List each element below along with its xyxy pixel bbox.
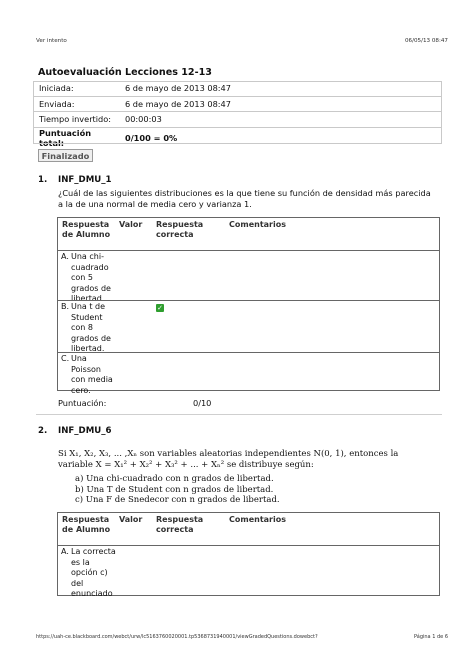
- question-name: INF_DMU_6: [58, 426, 112, 436]
- summary-value: 0/100 = 0%: [125, 132, 178, 143]
- summary-label: Tiempo invertido:: [33, 112, 119, 128]
- answer-text: Una t de Student con 8 grados de libertad.: [71, 302, 111, 353]
- option-a: a) Una chi-cuadrado con n grados de libertad.: [75, 474, 274, 484]
- question-2-text-line-1: Si X₁, X₂, X₃, ... ,Xₙ son variables aleatorias independientes N(0, 1), entonces la: [58, 449, 399, 459]
- page-header-left: Ver intento: [36, 38, 67, 44]
- question-name: INF_DMU_1: [58, 175, 112, 185]
- finalizado-button[interactable]: Finalizado: [38, 149, 93, 162]
- attempt-summary: [33, 81, 442, 148]
- answer-row: [58, 352, 439, 395]
- score-value: 0/10: [193, 398, 212, 408]
- answer-row: [58, 250, 439, 301]
- option-c: c) Una F de Snedecor con n grados de libertad.: [75, 495, 280, 506]
- score-label: Puntuación:: [58, 398, 107, 408]
- summary-label: Enviada:: [33, 96, 119, 112]
- summary-value: 00:00:03: [119, 112, 442, 128]
- option-b: b) Una T de Student con n grados de libertad.: [75, 484, 274, 495]
- answer-letter: A.: [61, 252, 69, 261]
- page-footer-url: https://uah-ce.blackboard.com/webct/urw/lc5163760020001.tp5368731940001/viewGradedQuestions.dowebct?: [36, 634, 318, 640]
- question-number: 1.: [38, 175, 48, 185]
- col-header-comentarios: Comentarios: [229, 515, 286, 524]
- question-2-answer-table: [57, 512, 440, 596]
- answer-row: [58, 545, 439, 597]
- page-title: Autoevaluación Lecciones 12-13: [38, 67, 212, 78]
- question-1-answer-table: [57, 217, 440, 395]
- question-1-text: ¿Cuál de las siguientes distribuciones es la que tiene su función de densidad más parecida a la de una normal de media cero y varianza 1.: [58, 188, 431, 209]
- question-divider: [36, 414, 442, 415]
- col-header-correcta: Respuesta correcta: [156, 220, 204, 239]
- col-header-comentarios: Comentarios: [229, 220, 286, 229]
- summary-label: Iniciada:: [33, 81, 119, 96]
- answer-letter: C.: [61, 354, 70, 363]
- answer-letter: B.: [61, 302, 70, 311]
- summary-value: 6 de mayo de 2013 08:47: [119, 96, 442, 112]
- correct-check-icon: ✓: [157, 304, 163, 312]
- question-2-text-line-2: variable X = X₁² + X₂² + X₃² + ... + Xₙ² se distribuye según:: [58, 460, 314, 470]
- col-header-valor: Valor: [119, 515, 143, 524]
- answer-letter: A.: [61, 547, 69, 556]
- question-2-heading: [38, 426, 112, 436]
- answer-row: [58, 300, 439, 353]
- col-header-valor: Valor: [119, 220, 143, 229]
- question-1-heading: [38, 175, 112, 185]
- question-2-options: [75, 474, 280, 506]
- summary-value: 6 de mayo de 2013 08:47: [119, 81, 442, 96]
- col-header-correcta: Respuesta correcta: [156, 515, 204, 534]
- col-header-respuesta: Respuesta de Alumno: [62, 515, 111, 534]
- answer-text: La correcta es la opción c) del enunciado: [71, 547, 116, 598]
- col-header-respuesta: Respuesta de Alumno: [62, 220, 111, 239]
- answer-text: Una Poisson con media cero.: [71, 354, 113, 395]
- summary-label: Puntuación total:: [39, 127, 92, 148]
- page-footer-pagination: Página 1 de 6: [413, 634, 448, 640]
- answer-text: Una chi-cuadrado con 5 grados de libertad.: [71, 252, 111, 303]
- page-header-date: 06/05/13 08:47: [404, 38, 448, 44]
- question-number: 2.: [38, 426, 48, 436]
